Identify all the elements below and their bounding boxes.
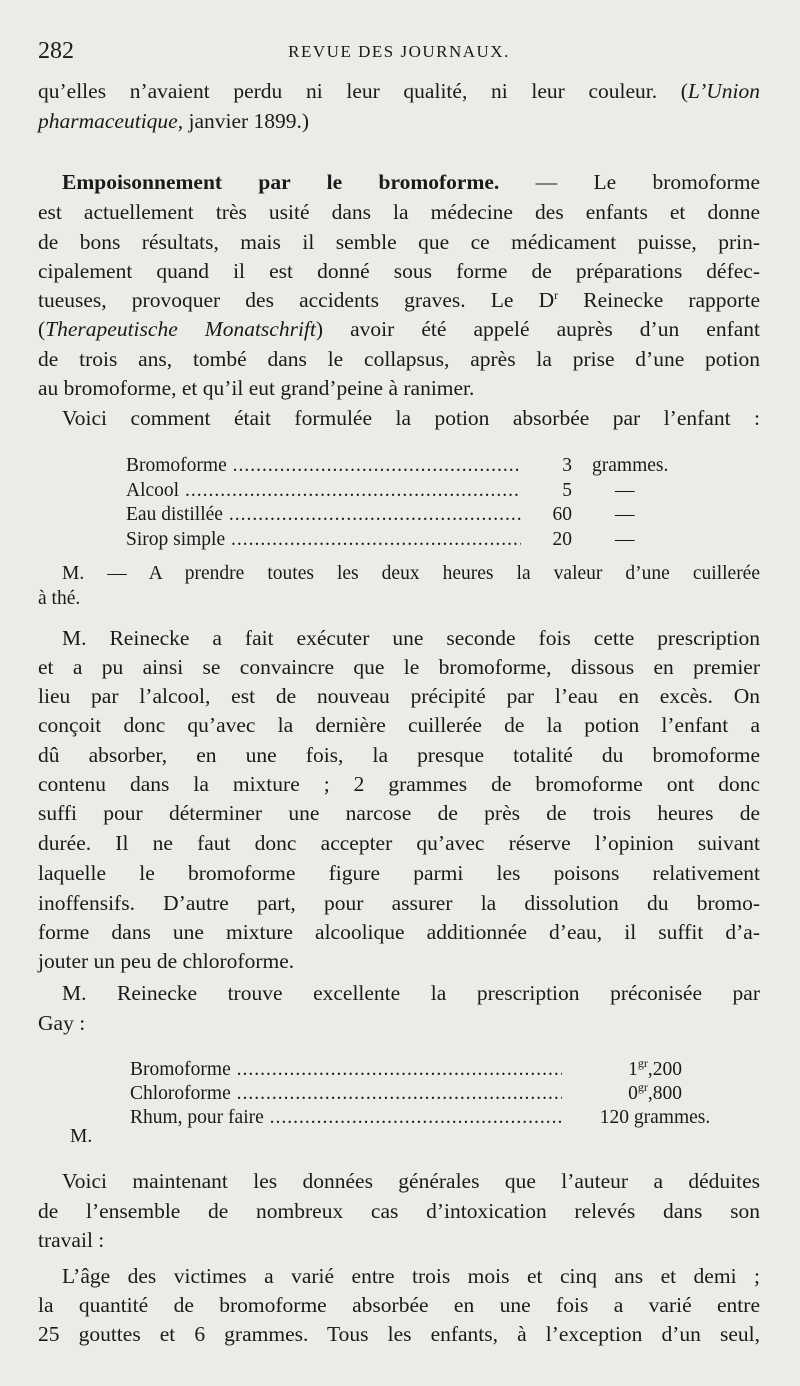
text-line: durée. Il ne faut donc accepter qu’avec réserve l’opinion suivant xyxy=(38,831,760,855)
prescription-qty: $0^{gr},800$ xyxy=(628,1080,682,1104)
text-line: M. Reinecke a fait exécuter une seconde fois cette prescription xyxy=(62,626,760,650)
prescription-unit: — xyxy=(615,504,635,525)
page-number: 282 xyxy=(38,38,74,64)
text-line: de l’ensemble de nombreux cas d’intoxication relevés dans son xyxy=(38,1199,760,1223)
prescription-item: Bromoforme ..... xyxy=(130,1057,562,1083)
prescription-item: Rhum, pour faire ..... xyxy=(130,1105,562,1131)
running-title: REVUE DES JOURNAUX. xyxy=(288,42,510,61)
text-line: Voici comment était formulée la potion absorbée par l’enfant : xyxy=(62,406,760,430)
prescription-item: Alcool ..... xyxy=(126,478,521,504)
text-line: contenu dans la mixture ; 2 grammes de bromoforme ont donc xyxy=(38,772,760,796)
prescription-unit: — xyxy=(615,529,635,550)
text-line: travail : xyxy=(38,1228,105,1252)
text-line: inoffensifs. D’autre part, pour assurer la dissolution du bromo- xyxy=(38,891,760,915)
text-line: jouter un peu de chloroforme. xyxy=(38,949,295,973)
text-line: laquelle le bromoforme figure parmi les poisons relativement xyxy=(38,861,760,885)
prescription-unit: — xyxy=(615,480,635,501)
text-line: de trois ans, tombé dans le collapsus, après la prise d’une potion xyxy=(38,347,760,371)
text-line: M. — A prendre toutes les deux heures la valeur d’une cuillerée xyxy=(62,563,760,584)
text-line: de bons résultats, mais il semble que ce médicament puisse, prin- xyxy=(38,230,760,254)
text-line: M. Reinecke trouve excellente la prescription préconisée par xyxy=(62,981,760,1005)
text-line: qu’elles n’avaient perdu ni leur qualité, ni leur couleur. (L’Union xyxy=(38,79,760,103)
prescription-item: Bromoforme ..... xyxy=(126,453,521,479)
text-line: tueuses, provoquer des accidents graves. Le $D^r$ Reinecke rapporte xyxy=(38,288,760,312)
text-line: (Therapeutische Monatschrift) avoir été appelé auprès d’un enfant xyxy=(38,317,760,341)
text-line: à thé. xyxy=(38,588,81,609)
text-line: la quantité de bromoforme absorbée en une fois a varié entre xyxy=(38,1293,760,1317)
text-line: 25 gouttes et 6 grammes. Tous les enfants, à l’exception d’un seul, xyxy=(38,1322,760,1346)
text-line: et a pu ainsi se convaincre que le bromoforme, dissous en premier xyxy=(38,655,760,679)
text-line: dû absorber, en une fois, la presque totalité du bromoforme xyxy=(38,743,760,767)
prescription-item: Sirop simple ..... xyxy=(126,527,521,553)
prescription-qty: 20 xyxy=(552,529,572,550)
text-line: forme dans une mixture alcoolique additionnée d’eau, il suffit d’a- xyxy=(38,920,760,944)
prescription-qty: 60 xyxy=(552,504,572,525)
prescription-qty: 3 xyxy=(562,455,572,476)
prescription-mark: M. xyxy=(70,1126,93,1147)
prescription-item: Eau distillée ..... xyxy=(126,502,521,528)
text-line: cipalement quand il est donné sous forme de préparations défec- xyxy=(38,259,760,283)
text-line: conçoit donc qu’avec la dernière cuillerée de la potion l’enfant a xyxy=(38,713,760,737)
prescription-unit: grammes. xyxy=(592,455,669,476)
text-line: au bromoforme, et qu’il eut grand’peine à ranimer. xyxy=(38,376,475,400)
prescription-qty: $1^{gr},200$ xyxy=(628,1056,682,1080)
text-line: pharmaceutique, janvier 1899.) xyxy=(38,109,310,133)
text-line: L’âge des victimes a varié entre trois mois et cinq ans et demi ; xyxy=(62,1264,760,1288)
text-line: Gay : xyxy=(38,1011,86,1035)
article-heading: Empoisonnement par le bromoforme. xyxy=(62,170,500,194)
text-line: suffi pour déterminer une narcose de près de trois heures de xyxy=(38,801,760,825)
prescription-qty: 120 grammes. xyxy=(599,1107,711,1128)
prescription-qty: 5 xyxy=(562,480,572,501)
text-line: est actuellement très usité dans la médecine des enfants et donne xyxy=(38,200,760,224)
text-line: lieu par l’alcool, est de nouveau précipité par l’eau en excès. On xyxy=(38,684,760,708)
prescription-item: Chloroforme ..... xyxy=(130,1081,562,1107)
text-line: Empoisonnement par le bromoforme. — Le bromoforme xyxy=(62,170,760,194)
text-line: Voici maintenant les données générales que l’auteur a déduites xyxy=(62,1169,760,1193)
page-header xyxy=(38,38,760,68)
